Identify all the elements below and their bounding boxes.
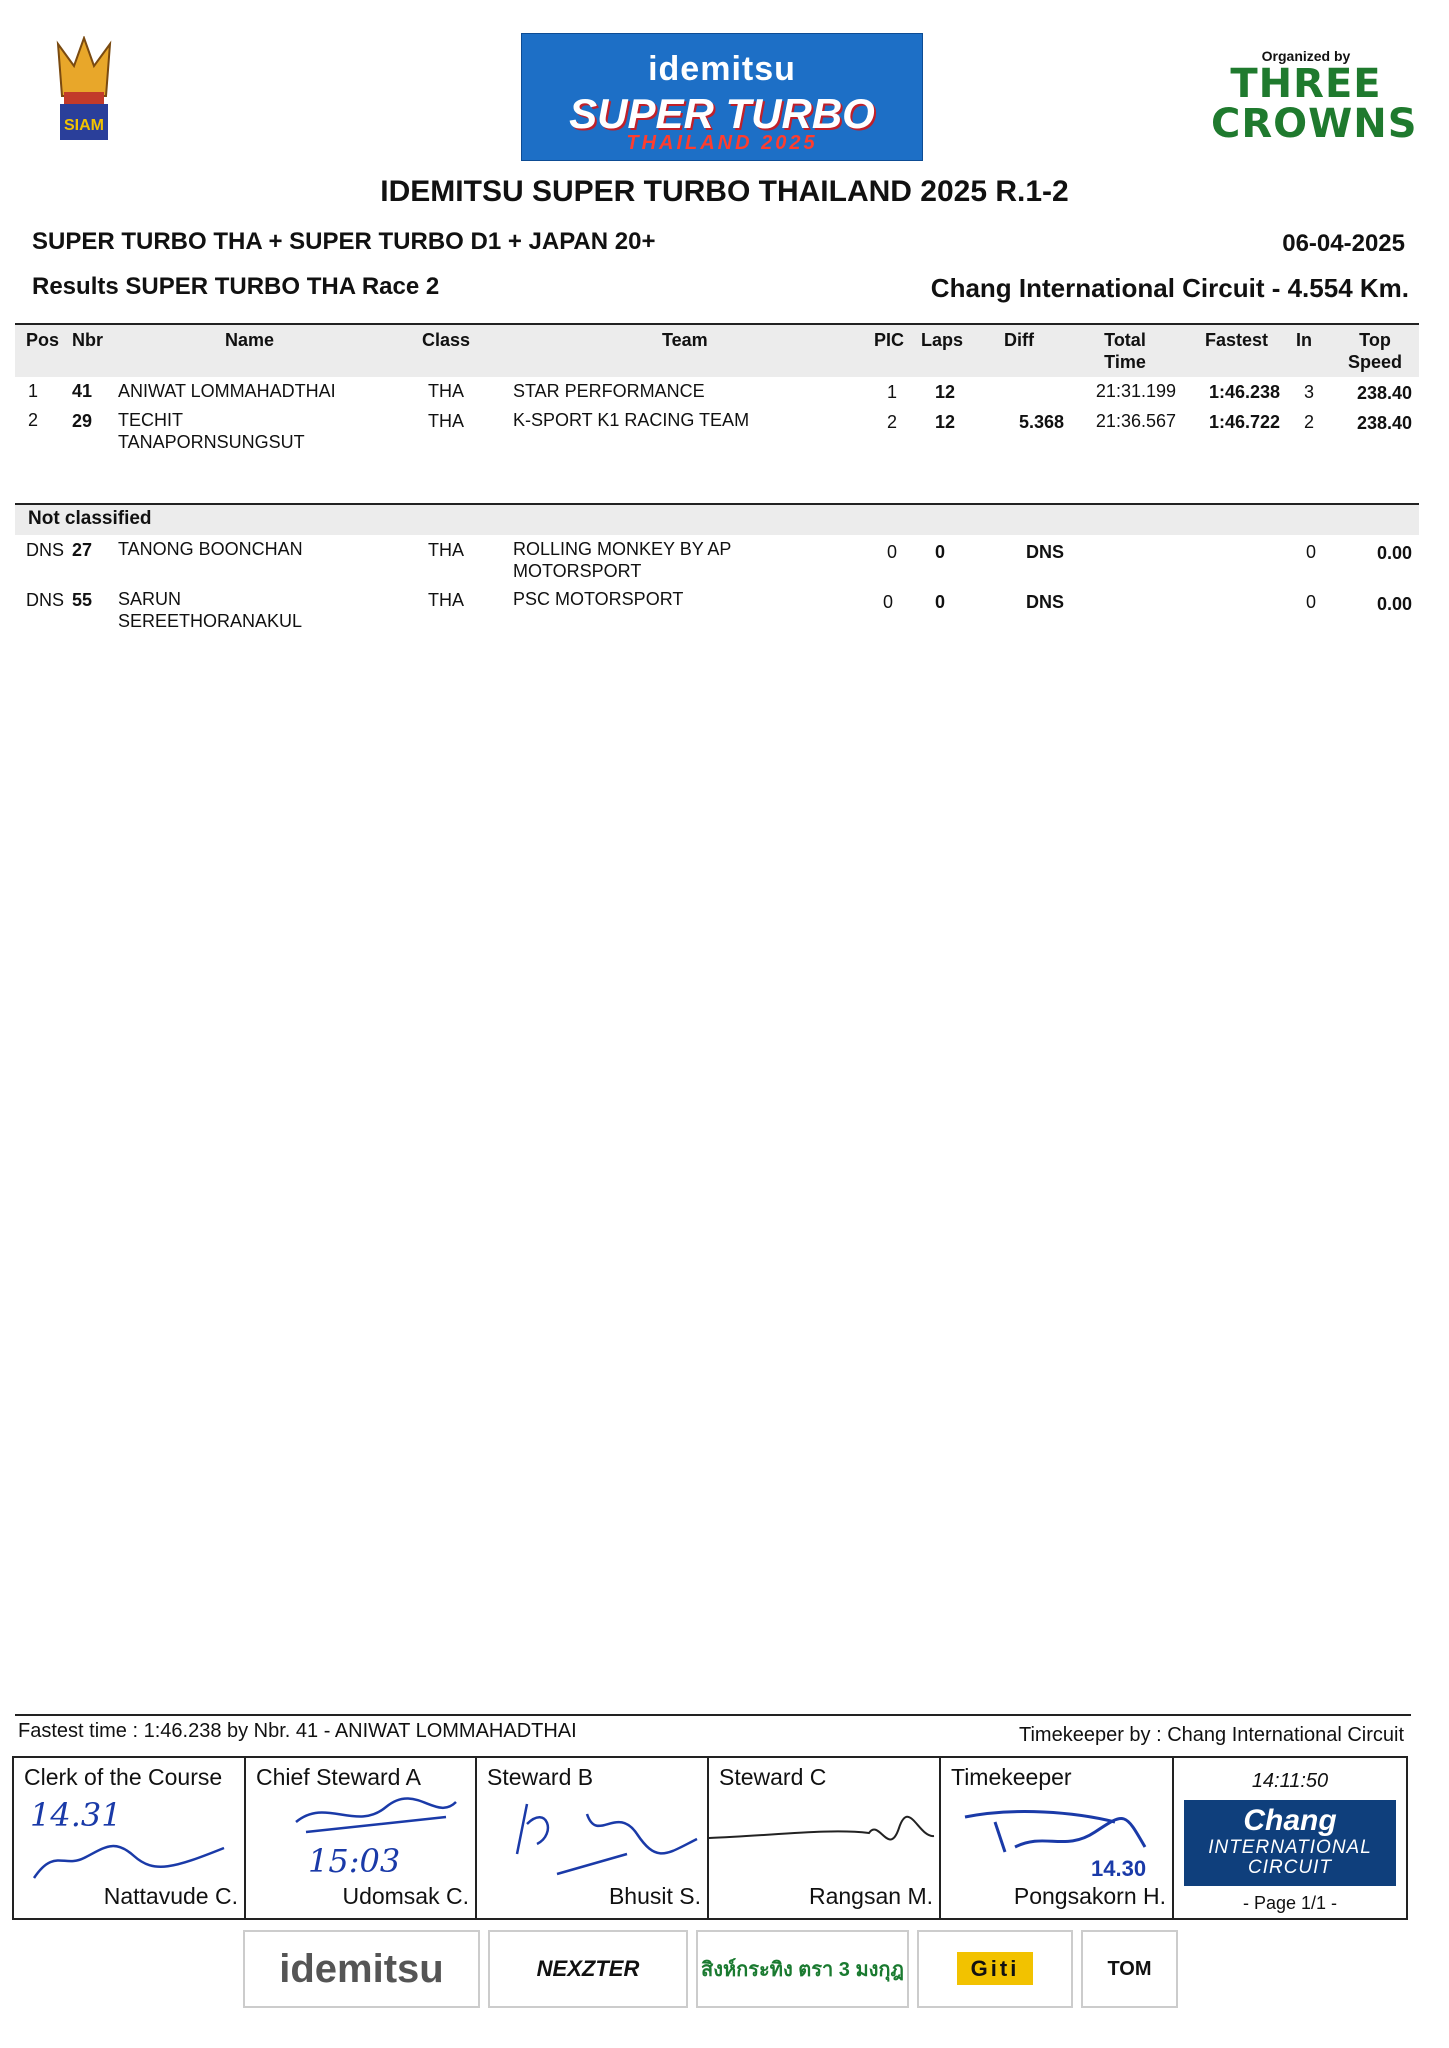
sig-cell-timekeeper [941, 1758, 1174, 1918]
row-laps: 0 [935, 542, 946, 562]
sponsor-small-logo [1081, 1930, 1178, 2008]
sig-name: Udomsak C. [342, 1883, 469, 1909]
row-team: STAR PERFORMANCE [513, 381, 705, 401]
handwritten-signature [709, 1808, 941, 1868]
sig-name: Nattavude C. [103, 1883, 238, 1909]
row-total-time: 21:31.199 [1095, 381, 1176, 401]
row-nbr: 41 [72, 381, 93, 401]
chang-circuit-logo [1184, 1800, 1396, 1886]
row-pos: DNS [26, 540, 65, 560]
chang-logo-line1: Chang [1243, 1804, 1337, 1837]
row-nbr: 27 [72, 540, 93, 560]
sig-note: 15:03 [308, 1842, 401, 1880]
row-name: ANIWAT LOMMAHADTHAI [118, 381, 336, 401]
organizer-name-line2: CROWNS [1211, 101, 1418, 147]
col-team: Team [662, 330, 708, 350]
row-class: THA [428, 381, 464, 401]
row-diff: DNS [1025, 592, 1064, 612]
sponsor-idemitsu-text: idemitsu [279, 1947, 444, 1991]
row-name: TECHIT TANAPORNSUNGSUT [118, 410, 305, 452]
row-diff: 5.368 [1018, 412, 1064, 432]
sponsor-small-text: TOM [1107, 1958, 1152, 1980]
sponsor-nexzter-text: NEXZTER [536, 1956, 640, 1981]
row-nbr: 29 [72, 411, 93, 431]
row-class: THA [428, 540, 464, 560]
row-diff: DNS [1025, 542, 1064, 562]
row-class: THA [428, 411, 464, 431]
sig-name: Bhusit S. [608, 1883, 701, 1909]
event-date: 06-04-2025 [1282, 230, 1405, 257]
col-laps: Laps [921, 330, 964, 350]
organizer-name-line1: THREE [1230, 61, 1382, 107]
row-team: ROLLING MONKEY BY AP MOTORSPORT [513, 539, 732, 581]
banner-series: SUPER TURBO [569, 90, 875, 137]
sponsor-giti-text: Giti [957, 1952, 1034, 1985]
row-in: 3 [1304, 382, 1315, 402]
sponsor-thai-text: สิงห์กระทิง ตรา 3 มงกุฎ [701, 1959, 904, 1981]
col-pos: Pos [26, 330, 60, 350]
col-pic: PIC [874, 330, 905, 350]
sig-name: Pongsakorn H. [1013, 1883, 1166, 1909]
footer-rule [15, 1714, 1411, 1716]
handwritten-signature [286, 1792, 466, 1842]
results-title: Results SUPER TURBO THA Race 2 [32, 273, 440, 300]
sig-cell-clerk [14, 1758, 246, 1918]
row-pos: DNS [26, 590, 65, 610]
sig-title: Steward C [719, 1764, 827, 1790]
timekeeper-by: Timekeeper by : Chang International Circuit [1019, 1724, 1404, 1746]
col-class: Class [422, 330, 471, 350]
row-in: 0 [1306, 542, 1317, 562]
sig-cell-chief-steward [246, 1758, 477, 1918]
col-in: In [1296, 330, 1312, 350]
col-nbr: Nbr [72, 330, 103, 350]
sig-note: 14.30 [1091, 1856, 1147, 1881]
sponsor-strip [243, 1930, 1178, 2010]
row-top-speed: 238.40 [1356, 413, 1412, 433]
row-name: TANONG BOONCHAN [118, 539, 303, 559]
circuit-name: Chang International Circuit - 4.554 Km. [930, 273, 1409, 303]
row-laps: 12 [935, 382, 956, 402]
row-pos: 1 [28, 381, 39, 401]
col-total-time: Total Time [1104, 330, 1146, 372]
row-top-speed: 0.00 [1376, 594, 1412, 614]
banner-brand: idemitsu [648, 50, 796, 88]
sig-cell-steward-c [709, 1758, 941, 1918]
row-in: 0 [1306, 592, 1317, 612]
row-name: SARUN SEREETHORANAKUL [118, 589, 303, 631]
handwritten-signature [955, 1802, 1165, 1862]
event-subtitle: SUPER TURBO THA + SUPER TURBO D1 + JAPAN 20+ [32, 228, 656, 255]
col-diff: Diff [1004, 330, 1034, 350]
chang-logo-line2: INTERNATIONAL [1208, 1837, 1372, 1858]
sponsor-idemitsu-logo [243, 1930, 480, 2008]
sponsor-giti-logo [917, 1930, 1073, 2008]
row-team: PSC MOTORSPORT [513, 589, 684, 609]
sig-title: Timekeeper [951, 1764, 1072, 1790]
print-time: 14:11:50 [1251, 1770, 1329, 1792]
row-fastest: 1:46.722 [1208, 412, 1280, 432]
row-total-time: 21:36.567 [1095, 411, 1176, 431]
page-title: IDEMITSU SUPER TURBO THAILAND 2025 R.1-2 [380, 175, 1069, 208]
row-top-speed: 0.00 [1376, 543, 1412, 563]
handwritten-signature [24, 1828, 244, 1888]
fastest-time-summary: Fastest time : 1:46.238 by Nbr. 41 - ANIWAT LOMMAHADTHAI [18, 1720, 577, 1742]
row-nbr: 55 [72, 590, 93, 610]
col-top-speed: Top Speed [1347, 330, 1403, 372]
not-classified-label: Not classified [28, 508, 152, 529]
row-pic: 1 [887, 382, 898, 402]
signature-table [12, 1756, 1408, 1920]
chang-logo-line3: CIRCUIT [1247, 1857, 1333, 1878]
col-fastest: Fastest [1205, 330, 1269, 350]
row-team: K-SPORT K1 RACING TEAM [513, 410, 750, 430]
siam-logo-text: SIAM [64, 117, 104, 134]
sig-cell-steward-b [477, 1758, 709, 1918]
row-pic: 0 [887, 542, 898, 562]
page-number: - Page 1/1 - [1242, 1893, 1338, 1913]
handwritten-signature [497, 1794, 707, 1884]
organized-by-label: Organized by [1261, 48, 1351, 64]
row-laps: 12 [935, 412, 956, 432]
not-classified-band [15, 505, 1419, 535]
row-pic: 2 [887, 412, 898, 432]
sig-title: Steward B [487, 1764, 594, 1790]
row-pos: 2 [28, 410, 39, 430]
banner-country-year: THAILAND 2025 [626, 132, 818, 154]
sig-name: Rangsan M. [808, 1883, 933, 1909]
idemitsu-super-turbo-banner [521, 33, 923, 161]
siam-crest-logo [48, 36, 120, 146]
row-in: 2 [1304, 412, 1315, 432]
row-pic: 0 [883, 592, 894, 612]
sig-title: Clerk of the Course [24, 1764, 223, 1790]
sig-note: 14.31 [30, 1796, 122, 1834]
sponsor-thai-brand-logo [696, 1930, 909, 2008]
row-fastest: 1:46.238 [1208, 382, 1280, 402]
row-class: THA [428, 590, 464, 610]
sig-cell-circuit [1174, 1758, 1406, 1918]
row-laps: 0 [935, 592, 946, 612]
col-name: Name [225, 330, 275, 350]
sig-title: Chief Steward A [256, 1764, 421, 1790]
sponsor-nexzter-logo [488, 1930, 688, 2008]
row-top-speed: 238.40 [1356, 383, 1412, 403]
organizer-logo [1211, 48, 1418, 147]
